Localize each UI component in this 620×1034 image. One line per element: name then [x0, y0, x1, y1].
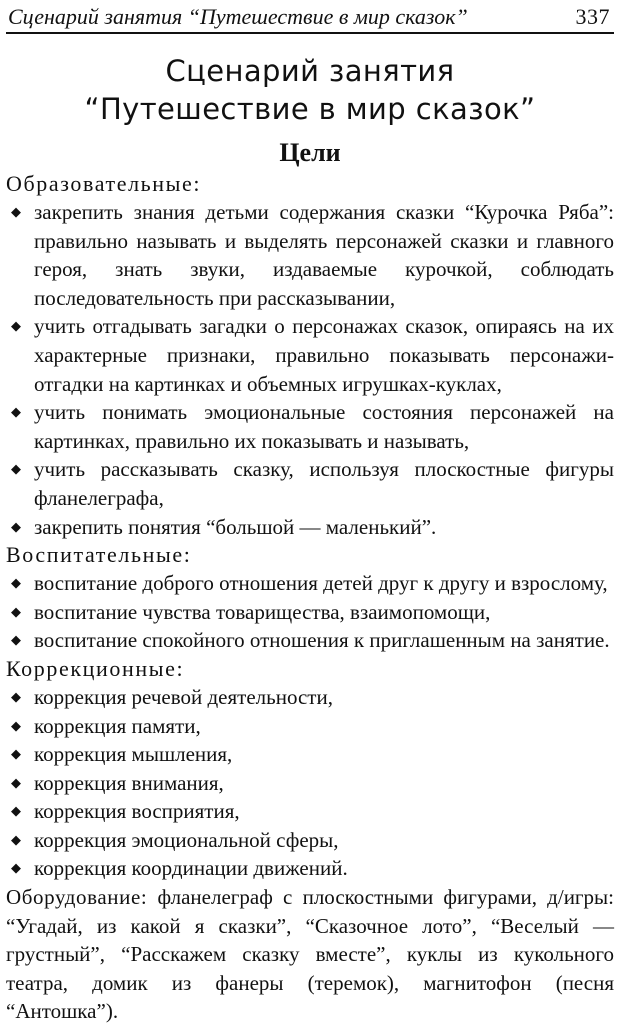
diamond-bullet-icon: ◆ — [11, 831, 21, 847]
diamond-bullet-icon: ◆ — [11, 518, 21, 534]
diamond-bullet-icon: ◆ — [11, 860, 21, 876]
running-head-title: Сценарий занятия “Путешествие в мир сказок” — [8, 4, 468, 29]
diamond-bullet-icon: ◆ — [11, 575, 21, 591]
list-item: ◆ закрепить знания детьми содержания сказки “Курочка Ряба”: правильно называть и выделять персонажей сказки и главного героя, знать звуки, издаваемые курочкой, соблюдать последовательность при рассказывании, — [6, 198, 614, 312]
page-title-line-1: Сценарий занятия — [165, 54, 455, 88]
running-head — [6, 0, 614, 34]
diamond-bullet-icon: ◆ — [11, 803, 21, 819]
list-item: ◆ воспитание чувства товарищества, взаимопомощи, — [6, 598, 614, 627]
list-item: ◆ учить рассказывать сказку, используя плоскостные фигуры фланелеграфа, — [6, 455, 614, 512]
diamond-bullet-icon: ◆ — [11, 774, 21, 790]
item-list — [6, 198, 614, 541]
section-label: Образовательные: — [6, 171, 202, 196]
diamond-bullet-icon: ◆ — [11, 404, 21, 420]
section-label: Коррекционные: — [6, 655, 185, 681]
item-list — [6, 569, 614, 655]
list-item: ◆ коррекция памяти, — [6, 712, 614, 741]
page-number: 337 — [575, 4, 610, 29]
diamond-bullet-icon: ◆ — [11, 688, 21, 704]
section-upbringing — [6, 541, 614, 655]
page-title — [6, 52, 614, 128]
page-title-line-2: “Путешествие в мир сказок” — [84, 92, 536, 126]
equipment-paragraph — [6, 883, 614, 1026]
list-item: ◆ учить понимать эмоциональные состояния персонажей на картинках, правильно их показывать и называть, — [6, 398, 614, 455]
list-item: ◆ закрепить понятия “большой — маленький”. — [6, 513, 614, 542]
section-label: Воспитательные: — [6, 542, 192, 568]
diamond-bullet-icon: ◆ — [11, 204, 21, 219]
section-educational — [6, 170, 614, 541]
section-correctional — [6, 655, 614, 883]
list-item: ◆ коррекция мышления, — [6, 740, 614, 769]
list-item: ◆ воспитание спокойного отношения к приглашенным на занятие. — [6, 626, 614, 655]
equipment-text: фланелеграф с плоскостными фигурами, д/игры: “Угадай, из какой я сказки”, “Сказочное лото”, “Веселый — грустный”, “Расскажем сказку вместе”, куклы из кукольного театра, домик из фанеры (теремок), магнитофон (песня “Антошка”). — [6, 885, 614, 1024]
diamond-bullet-icon: ◆ — [11, 603, 21, 619]
diamond-bullet-icon: ◆ — [11, 632, 21, 648]
goals-heading: Цели — [279, 138, 341, 167]
list-item: ◆ воспитание доброго отношения детей друг к другу и взрослому, — [6, 569, 614, 598]
equipment-label: Оборудование: — [6, 885, 148, 910]
list-item: ◆ коррекция внимания, — [6, 769, 614, 798]
diamond-bullet-icon: ◆ — [11, 717, 21, 733]
diamond-bullet-icon: ◆ — [11, 318, 21, 334]
diamond-bullet-icon: ◆ — [11, 461, 21, 477]
list-item: ◆ коррекция речевой деятельности, — [6, 683, 614, 712]
list-item: ◆ коррекция восприятия, — [6, 797, 614, 826]
item-list — [6, 683, 614, 883]
list-item: ◆ коррекция координации движений. — [6, 854, 614, 883]
list-item: ◆ учить отгадывать загадки о персонажах сказок, опираясь на их характерные признаки, правильно показывать персонажи-отгадки на картинках и объемных игрушках-куклах, — [6, 312, 614, 398]
diamond-bullet-icon: ◆ — [11, 746, 21, 762]
list-item: ◆ коррекция эмоциональной сферы, — [6, 826, 614, 855]
